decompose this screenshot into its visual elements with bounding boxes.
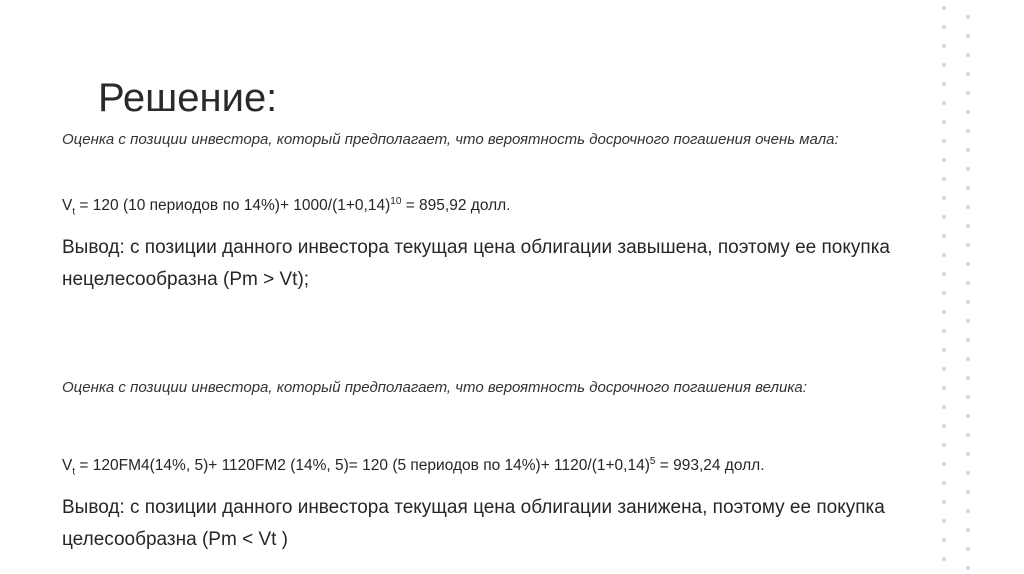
decorative-dot bbox=[942, 462, 946, 466]
case1-formula bbox=[62, 196, 942, 217]
case1-conclusion-block bbox=[62, 232, 942, 296]
decorative-dot bbox=[966, 34, 970, 38]
case2-formula-result: = 993,24 долл. bbox=[655, 457, 765, 475]
case2-conclusion: Вывод: с позиции данного инвестора текущая цена облигации занижена, поэтому ее покупка целесообразна (Pm < Vt ) bbox=[62, 497, 885, 550]
decorative-dot bbox=[966, 547, 970, 551]
case1-formula-exp: 10 bbox=[390, 196, 402, 207]
case1-formula-result: = 895,92 долл. bbox=[401, 197, 511, 215]
case2-conclusion-block bbox=[62, 492, 942, 556]
decorative-dot bbox=[966, 91, 970, 95]
decorative-dot bbox=[966, 433, 970, 437]
decorative-dot bbox=[966, 110, 970, 114]
decorative-dot bbox=[942, 557, 946, 561]
case2-formula bbox=[62, 456, 942, 477]
decorative-dot bbox=[966, 509, 970, 513]
decorative-dot bbox=[942, 519, 946, 523]
slide-title: Решение: bbox=[98, 76, 278, 120]
decorative-dot bbox=[966, 167, 970, 171]
decorative-dot bbox=[966, 224, 970, 228]
case1-conclusion: Вывод: с позиции данного инвестора текущая цена облигации завышена, поэтому ее покупка нецелесообразна (Pm > Vt); bbox=[62, 237, 890, 290]
decorative-dot bbox=[942, 63, 946, 67]
decorative-dot bbox=[966, 129, 970, 133]
decorative-dot bbox=[942, 348, 946, 352]
decorative-dot bbox=[966, 338, 970, 342]
decorative-dot bbox=[942, 101, 946, 105]
decorative-dot bbox=[942, 443, 946, 447]
decorative-dot bbox=[966, 262, 970, 266]
decorative-dot bbox=[966, 357, 970, 361]
decorative-dot bbox=[942, 6, 946, 10]
decorative-dot bbox=[942, 25, 946, 29]
decorative-dot bbox=[966, 15, 970, 19]
case1-intro: Оценка с позиции инвестора, который предполагает, что вероятность досрочного погашения очень мала: bbox=[62, 131, 839, 148]
decorative-dot bbox=[942, 329, 946, 333]
decorative-dot bbox=[942, 500, 946, 504]
decorative-dot bbox=[942, 481, 946, 485]
case2-formula-text: = 120FM4(14%, 5)+ 1120FM2 (14%, 5)= 120 (5 периодов по 14%)+ 1120/(1+0,14) bbox=[75, 457, 650, 475]
decorative-dot bbox=[942, 44, 946, 48]
case1-formula-sub: t bbox=[72, 206, 76, 218]
decorative-dot bbox=[966, 528, 970, 532]
decorative-dot bbox=[942, 158, 946, 162]
decorative-dot bbox=[942, 424, 946, 428]
decorative-dot bbox=[942, 196, 946, 200]
case1-section bbox=[62, 128, 942, 152]
decorative-dot-pattern bbox=[930, 0, 980, 574]
decorative-dot bbox=[966, 205, 970, 209]
decorative-dot bbox=[966, 395, 970, 399]
case2-section bbox=[62, 376, 942, 400]
case1-formula-var: V bbox=[62, 197, 73, 215]
case1-formula-text: = 120 (10 периодов по 14%)+ 1000/(1+0,14) bbox=[75, 197, 391, 215]
decorative-dot bbox=[966, 414, 970, 418]
decorative-dot bbox=[966, 186, 970, 190]
decorative-dot bbox=[942, 177, 946, 181]
decorative-dot bbox=[942, 367, 946, 371]
decorative-dot bbox=[966, 490, 970, 494]
decorative-dot bbox=[966, 376, 970, 380]
decorative-dot bbox=[942, 120, 946, 124]
decorative-dot bbox=[966, 281, 970, 285]
decorative-dot bbox=[966, 566, 970, 570]
decorative-dot bbox=[942, 253, 946, 257]
decorative-dot bbox=[942, 215, 946, 219]
decorative-dot bbox=[966, 300, 970, 304]
decorative-dot bbox=[966, 452, 970, 456]
case2-formula-exp: 5 bbox=[649, 456, 656, 467]
decorative-dot bbox=[942, 234, 946, 238]
decorative-dot bbox=[966, 471, 970, 475]
decorative-dot bbox=[942, 310, 946, 314]
case2-formula-var: V bbox=[62, 457, 73, 475]
case2-intro: Оценка с позиции инвестора, который предполагает, что вероятность досрочного погашения велика: bbox=[62, 379, 807, 396]
decorative-dot bbox=[942, 538, 946, 542]
decorative-dot bbox=[942, 139, 946, 143]
case2-formula-sub: t bbox=[72, 466, 76, 478]
decorative-dot bbox=[942, 82, 946, 86]
decorative-dot bbox=[966, 319, 970, 323]
decorative-dot bbox=[942, 405, 946, 409]
decorative-dot bbox=[942, 272, 946, 276]
decorative-dot bbox=[966, 148, 970, 152]
decorative-dot bbox=[966, 72, 970, 76]
decorative-dot bbox=[942, 386, 946, 390]
decorative-dot bbox=[966, 243, 970, 247]
decorative-dot bbox=[942, 291, 946, 295]
decorative-dot bbox=[966, 53, 970, 57]
